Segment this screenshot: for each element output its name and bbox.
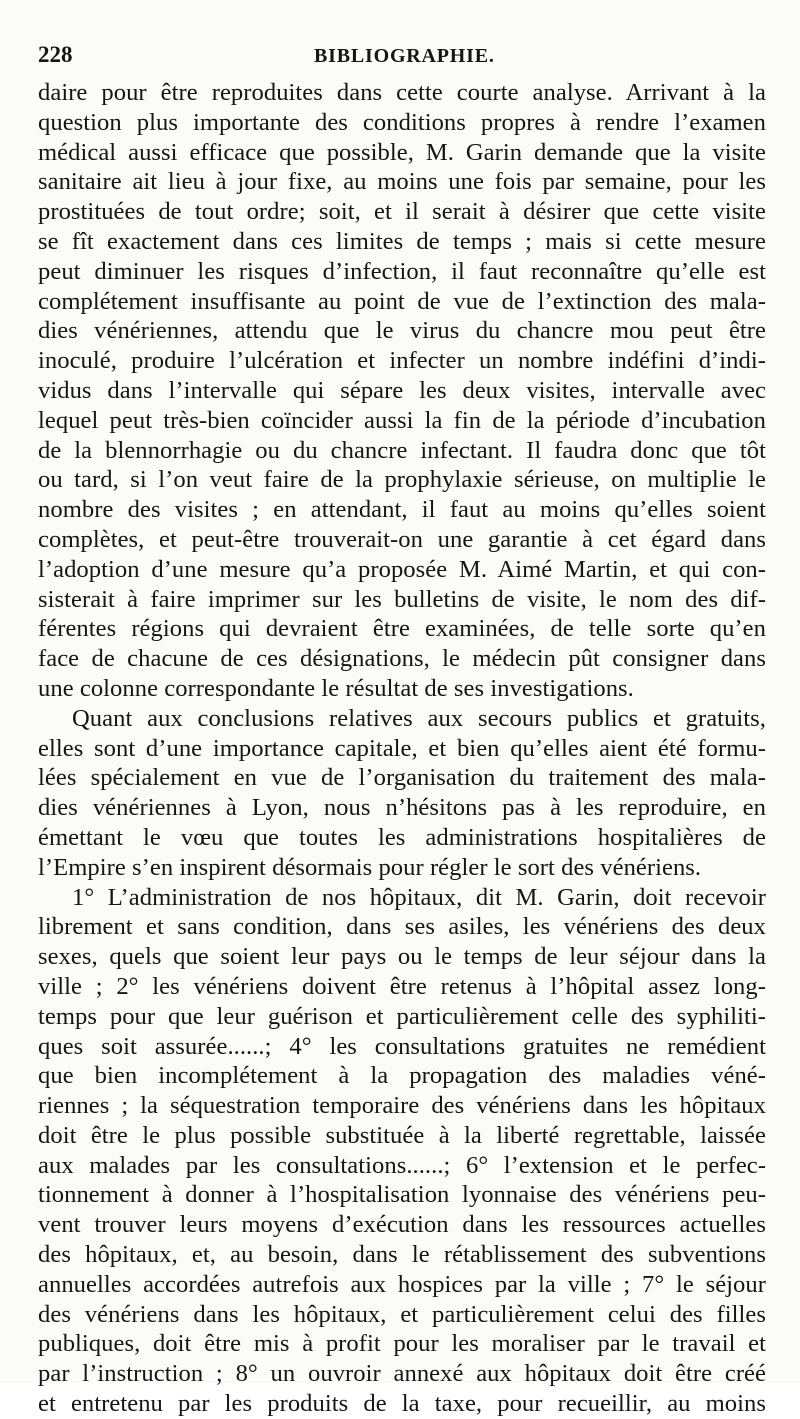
text-line: elles sont d’une importance capitale, et bien qu’elles aient été formu- <box>38 734 766 762</box>
text-line: des vénériens dans les hôpitaux, et particulièrement celui des filles <box>38 1300 766 1328</box>
paragraph-start-line: 1° L’administration de nos hôpitaux, dit M. Garin, doit recevoir <box>72 883 766 911</box>
text-line: dies vénériennes à Lyon, nous n’hésitons pas à les reproduire, en <box>38 794 766 822</box>
text-line: par l’instruction ; 8° un ouvroir annexé aux hôpitaux doit être créé <box>38 1360 766 1388</box>
text-line: nombre des visites ; en attendant, il faut au moins qu’elles soient <box>38 496 766 524</box>
text-line: ville ; 2° les vénériens doivent être retenus à l’hôpital assez long- <box>38 972 766 1000</box>
text-line: et entretenu par les produits de la taxe, pour recueillir, au moins <box>38 1390 766 1418</box>
text-line: daire pour être reproduites dans cette courte analyse. Arrivant à la <box>38 79 766 106</box>
text-line: doit être le plus possible substituée à la liberté regrettable, laissée <box>38 1121 766 1149</box>
text-line: peut diminuer les risques d’infection, il faut reconnaître qu’elle est <box>38 257 766 285</box>
paragraph-end-line: l’Empire s’en inspirent désormais pour régler le sort des vénériens. <box>38 853 702 881</box>
text-line: sisterait à faire imprimer sur les bulletins de visite, le nom des dif- <box>38 585 766 613</box>
text-line: médical aussi efficace que possible, M. Garin demande que la visite <box>38 138 766 166</box>
text-line: aux malades par les consultations......; 6° l’extension et le perfec- <box>38 1151 766 1179</box>
text-line: inoculé, produire l’ulcération et infecter un nombre indéfini d’indi- <box>38 347 766 375</box>
text-line: vent trouver leurs moyens d’exécution dans les ressources actuelles <box>38 1211 766 1239</box>
paragraph-end-line: une colonne correspondante le résultat de ses investigations. <box>38 674 634 702</box>
text-line: émettant le vœu que toutes les administrations hospitalières de <box>38 823 766 851</box>
text-line: librement et sans condition, dans ses asiles, les vénériens des deux <box>38 913 766 941</box>
paragraph-start-line: Quant aux conclusions relatives aux secours publics et gratuits, <box>72 704 766 732</box>
text-line: des hôpitaux, et, au besoin, dans le rétablissement des subventions <box>38 1241 766 1269</box>
text-line: de la blennorrhagie ou du chancre infectant. Il faudra donc que tôt <box>38 436 766 464</box>
text-line: férentes régions qui devraient être examinées, de telle sorte qu’en <box>38 615 766 643</box>
body-text <box>38 78 766 1419</box>
text-line: vidus dans l’intervalle qui sépare les deux visites, intervalle avec <box>38 376 766 404</box>
text-line: face de chacune de ces désignations, le médecin pût consigner dans <box>38 645 766 673</box>
text-line: publiques, doit être mis à profit pour les moraliser par le travail et <box>38 1330 766 1358</box>
text-line: l’adoption d’une mesure qu’a proposée M. Aimé Martin, et qui con- <box>38 555 766 583</box>
text-line: riennes ; la séquestration temporaire des vénériens dans les hôpitaux <box>38 1092 766 1120</box>
text-line: annuelles accordées autrefois aux hospices par la ville ; 7° le séjour <box>38 1270 766 1298</box>
page-number: 228 <box>38 42 73 67</box>
text-line: que bien incomplétement à la propagation des maladies véné- <box>38 1062 766 1090</box>
running-header <box>38 38 770 72</box>
text-line: lées spécialement en vue de l’organisation du traitement des mala- <box>38 764 766 792</box>
text-line: sexes, quels que soient leur pays ou le temps de leur séjour dans la <box>38 943 766 971</box>
text-line: lequel peut très-bien coïncider aussi la fin de la période d’incubation <box>38 406 766 434</box>
text-line: ou tard, si l’on veut faire de la prophylaxie sérieuse, on multiplie le <box>38 466 766 494</box>
text-line: sanitaire ait lieu à jour fixe, au moins une fois par semaine, pour les <box>38 168 766 196</box>
text-line: temps pour que leur guérison et particulièrement celle des syphiliti- <box>38 1002 766 1030</box>
text-line: tionnement à donner à l’hospitalisation lyonnaise des vénériens peu- <box>38 1181 766 1209</box>
text-line: se fît exactement dans ces limites de temps ; mais si cette mesure <box>38 227 766 255</box>
text-line: complétement insuffisante au point de vue de l’extinction des mala- <box>38 287 766 315</box>
running-title: BIBLIOGRAPHIE. <box>314 45 495 67</box>
text-line: dies vénériennes, attendu que le virus du chancre mou peut être <box>38 317 766 345</box>
text-line: ques soit assurée......; 4° les consultations gratuites ne remédient <box>38 1032 766 1060</box>
text-line: prostituées de tout ordre; soit, et il serait à désirer que cette visite <box>38 198 766 226</box>
text-line: complètes, et peut-être trouverait-on une garantie à cet égard dans <box>38 525 766 553</box>
text-line: question plus importante des conditions propres à rendre l’examen <box>38 108 766 136</box>
